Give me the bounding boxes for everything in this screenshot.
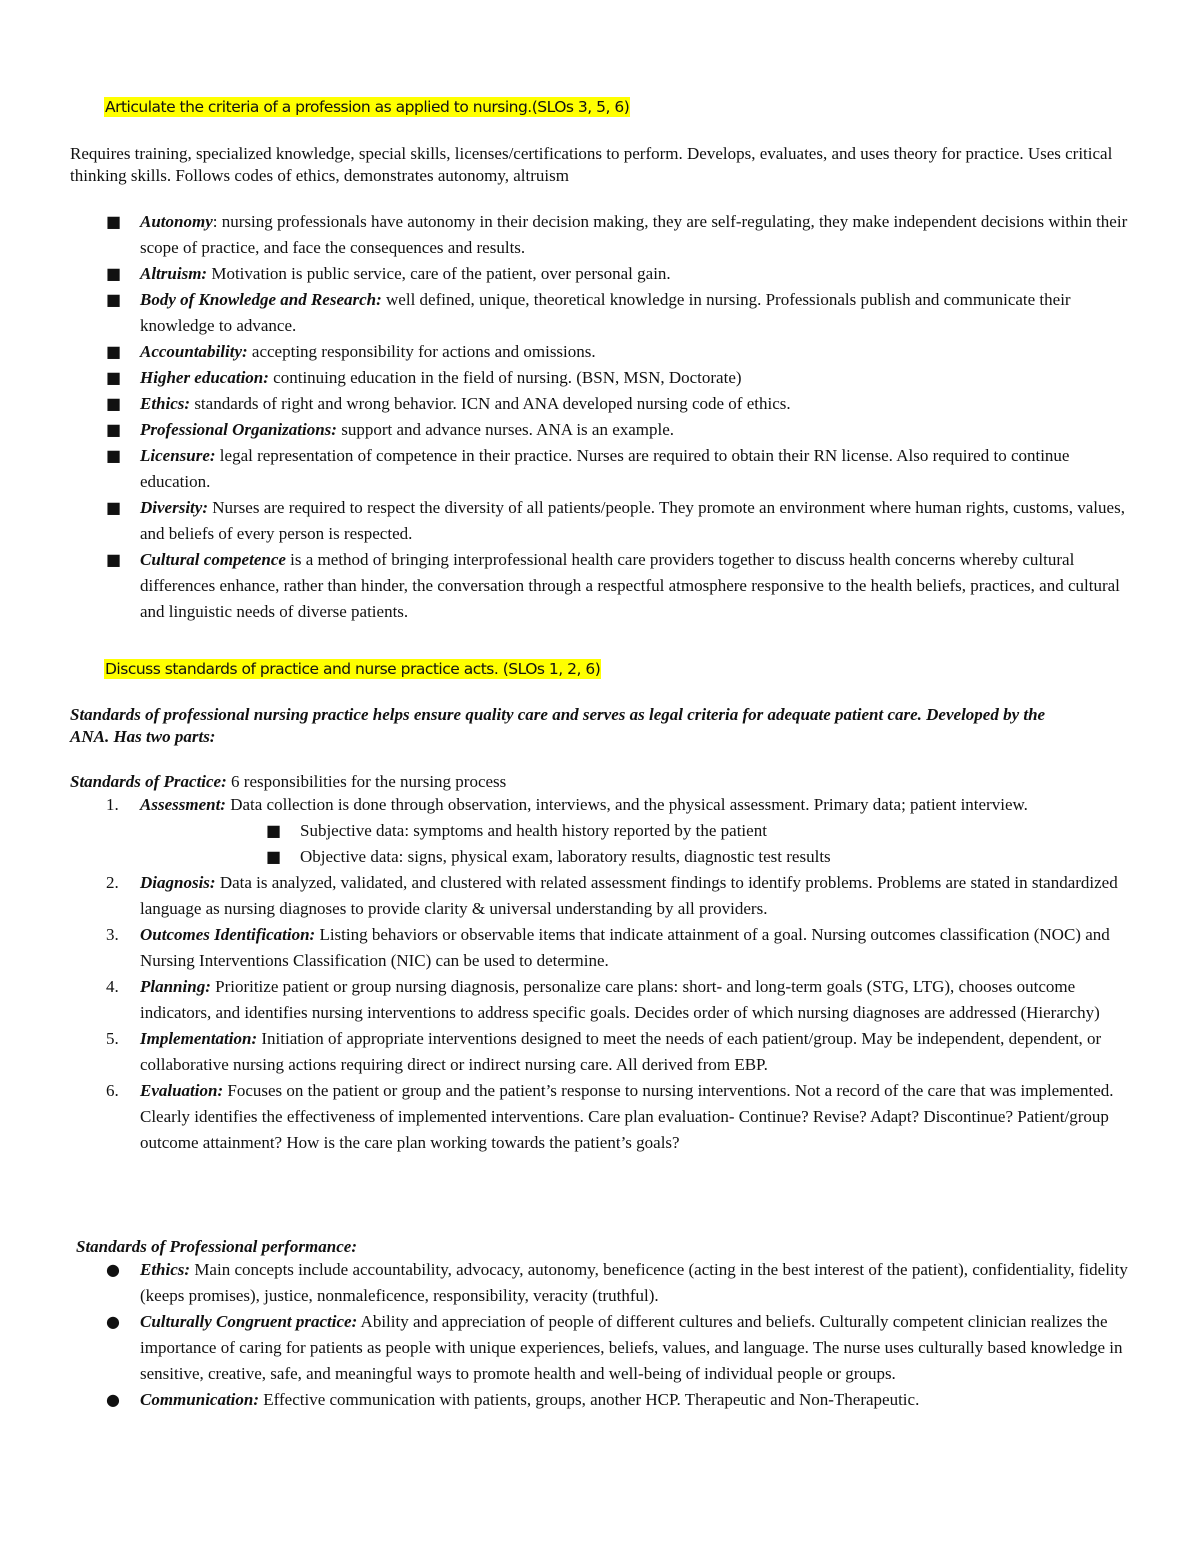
- round-bullet-icon: ●: [106, 1312, 120, 1331]
- step-number: 2.: [106, 873, 119, 892]
- criteria-term: Autonomy: [140, 212, 213, 231]
- square-bullet-icon: ■: [106, 550, 122, 569]
- square-bullet-icon: ■: [106, 420, 122, 439]
- criteria-term: Accountability:: [140, 342, 248, 361]
- step-number: 3.: [106, 925, 119, 944]
- list-item: [0, 495, 1140, 547]
- performance-text: Main concepts include accountability, advocacy, autonomy, beneficence (acting in the best interest of the patient), confidentiality, fidelity (keeps promises), justice, nonmaleficence, responsibility, veracity (truthful).: [140, 1260, 1128, 1305]
- step-term: Diagnosis:: [140, 873, 216, 892]
- sub-item-text: Objective data: signs, physical exam, laboratory results, diagnostic test results: [300, 847, 831, 866]
- list-item: [0, 287, 1140, 339]
- section1-heading-text: Articulate the criteria of a profession as applied to nursing.(SLOs 3, 5, 6): [105, 98, 630, 116]
- criteria-term: Higher education:: [140, 368, 269, 387]
- criteria-text: support and advance nurses. ANA is an example.: [341, 420, 675, 439]
- criteria-text: Motivation is public service, care of the patient, over personal gain.: [211, 264, 671, 283]
- square-bullet-icon: ■: [106, 446, 122, 465]
- criteria-sep: :: [212, 212, 222, 231]
- list-item: [0, 261, 1140, 287]
- square-bullet-icon: ■: [266, 847, 282, 866]
- round-bullet-icon: ●: [106, 1260, 120, 1279]
- criteria-text: Nurses are required to respect the diversity of all patients/people. They promote an environment where human rights, customs, values, and beliefs of every person is respected.: [140, 498, 1125, 543]
- list-item: [0, 339, 1140, 365]
- assessment-sub-list: [0, 818, 1000, 870]
- step-text: Data collection is done through observation, interviews, and the physical assessment. Primary data; patient interview.: [225, 795, 1028, 814]
- list-item: [0, 1309, 1140, 1387]
- step-text: Data is analyzed, validated, and clustered with related assessment findings to identify problems. Problems are stated in standardized language as nursing diagnoses to provide clarity & universal understanding by all providers.: [140, 873, 1118, 918]
- criteria-text: legal representation of competence in their practice. Nurses are required to obtain their RN license. Also required to continue education.: [140, 446, 1070, 491]
- section2-heading-text: Discuss standards of practice and nurse practice acts. (SLOs 1, 2, 6): [105, 660, 601, 678]
- performance-label-line: [76, 1236, 1136, 1258]
- section2-heading: [104, 656, 601, 682]
- performance-label: Standards of Professional performance:: [76, 1237, 357, 1256]
- list-item: [0, 922, 1140, 974]
- step-term: Assessment:: [140, 795, 226, 814]
- list-item: [0, 974, 1140, 1026]
- step-text: Focuses on the patient or group and the patient’s response to nursing interventions. Not a record of the care that was implemented. Clearly identifies the effectiveness of implemented interventions. Care plan evaluation- Continue? Revise? Adapt? Discontinue? Patient/group outcome attainment? How is the care plan working towards the patient’s goals?: [140, 1081, 1114, 1152]
- performance-text: Effective communication with patients, groups, another HCP. Therapeutic and Non-Therapeutic.: [259, 1390, 920, 1409]
- criteria-text: well defined, unique, theoretical knowledge in nursing. Professionals publish and communicate their knowledge to advance.: [140, 290, 1071, 335]
- criteria-text: continuing education in the field of nursing. (BSN, MSN, Doctorate): [273, 368, 742, 387]
- criteria-text: is a method of bringing interprofessional health care providers together to discuss health concerns whereby cultural differences enhance, rather than hinder, the conversation through a respectful atmosphere responsive to the health beliefs, practices, and cultural and linguistic needs of diverse patients.: [140, 550, 1120, 621]
- section1-intro: Requires training, specialized knowledge, special skills, licenses/certifications to perform. Develops, evaluates, and uses theory for practice. Uses critical thinking skills. Follows codes of ethics, demonstrates autonomy, altruism: [70, 144, 1113, 185]
- section2-intro: Standards of professional nursing practice helps ensure quality care and serves as legal criteria for adequate patient care. Developed by the ANA. Has two parts:: [70, 705, 1046, 746]
- square-bullet-icon: ■: [106, 394, 122, 413]
- step-term: Implementation:: [140, 1029, 258, 1048]
- step-term: Evaluation:: [140, 1081, 224, 1100]
- section1-heading: [104, 94, 630, 120]
- list-item: [0, 443, 1140, 495]
- nursing-process-list: [0, 792, 1140, 1156]
- list-item: [0, 417, 1140, 443]
- performance-text: Ability and appreciation of people of different cultures and beliefs. Culturally competent clinician realizes the importance of caring for patients as people with unique experiences, beliefs, values, and language. The nurse uses culturally based knowledge in sensitive, creative, safe, and meaningful ways to promote health and well-being of individual people or groups.: [140, 1312, 1123, 1383]
- performance-term: Communication:: [140, 1390, 260, 1409]
- square-bullet-icon: ■: [106, 212, 122, 231]
- square-bullet-icon: ■: [106, 498, 122, 517]
- list-item: [0, 547, 1140, 625]
- square-bullet-icon: ■: [106, 342, 122, 361]
- criteria-list: [0, 209, 1140, 625]
- step-text: Prioritize patient or group nursing diagnosis, personalize care plans: short- and long-term goals (STG, LTG), chooses outcome indicators, and identifies nursing interventions to address specific goals. Decides order of which nursing diagnoses are addressed (Hierarchy): [140, 977, 1100, 1022]
- list-item: [0, 391, 1140, 417]
- square-bullet-icon: ■: [266, 821, 282, 840]
- square-bullet-icon: ■: [106, 290, 122, 309]
- criteria-text: nursing professionals have autonomy in their decision making, they are self-regulating, they make independent decisions within their scope of practice, and face the consequences and results.: [140, 212, 1128, 257]
- criteria-text: standards of right and wrong behavior. ICN and ANA developed nursing code of ethics.: [194, 394, 791, 413]
- list-item: [0, 1387, 1140, 1413]
- step-number: 1.: [106, 795, 119, 814]
- list-item: [0, 1026, 1140, 1078]
- performance-term: Ethics:: [140, 1260, 191, 1279]
- square-bullet-icon: ■: [106, 368, 122, 387]
- standards-of-practice-line: [70, 771, 1130, 793]
- step-text: Listing behaviors or observable items that indicate attainment of a goal. Nursing outcomes classification (NOC) and Nursing Interventions Classification (NIC) can be used to determine.: [140, 925, 1110, 970]
- standards-of-practice-text: 6 responsibilities for the nursing process: [226, 772, 507, 791]
- criteria-term: Licensure:: [140, 446, 216, 465]
- list-item: [0, 792, 1140, 870]
- list-item: [0, 365, 1140, 391]
- list-item: [0, 870, 1140, 922]
- step-number: 5.: [106, 1029, 119, 1048]
- square-bullet-icon: ■: [106, 264, 122, 283]
- criteria-text: accepting responsibility for actions and omissions.: [251, 342, 596, 361]
- round-bullet-icon: ●: [106, 1390, 120, 1409]
- step-text: Initiation of appropriate interventions designed to meet the needs of each patient/group. May be independent, dependent, or collaborative nursing actions requiring direct or indirect nursing care. All derived from EBP.: [140, 1029, 1102, 1074]
- sub-item-text: Subjective data: symptoms and health history reported by the patient: [300, 821, 767, 840]
- criteria-term: Diversity:: [140, 498, 208, 517]
- step-term: Outcomes Identification:: [140, 925, 316, 944]
- performance-list: [0, 1257, 1140, 1413]
- list-item: [0, 209, 1140, 261]
- list-item: [0, 844, 1000, 870]
- criteria-term: Altruism:: [140, 264, 208, 283]
- performance-term: Culturally Congruent practice:: [140, 1312, 358, 1331]
- criteria-term: Ethics:: [140, 394, 191, 413]
- step-number: 4.: [106, 977, 119, 996]
- list-item: [0, 1257, 1140, 1309]
- criteria-term: Cultural competence: [140, 550, 286, 569]
- standards-of-practice-label: Standards of Practice:: [70, 772, 227, 791]
- list-item: [0, 818, 1000, 844]
- criteria-term: Body of Knowledge and Research:: [140, 290, 382, 309]
- step-term: Planning:: [140, 977, 211, 996]
- criteria-term: Professional Organizations:: [140, 420, 337, 439]
- list-item: [0, 1078, 1140, 1156]
- step-number: 6.: [106, 1081, 119, 1100]
